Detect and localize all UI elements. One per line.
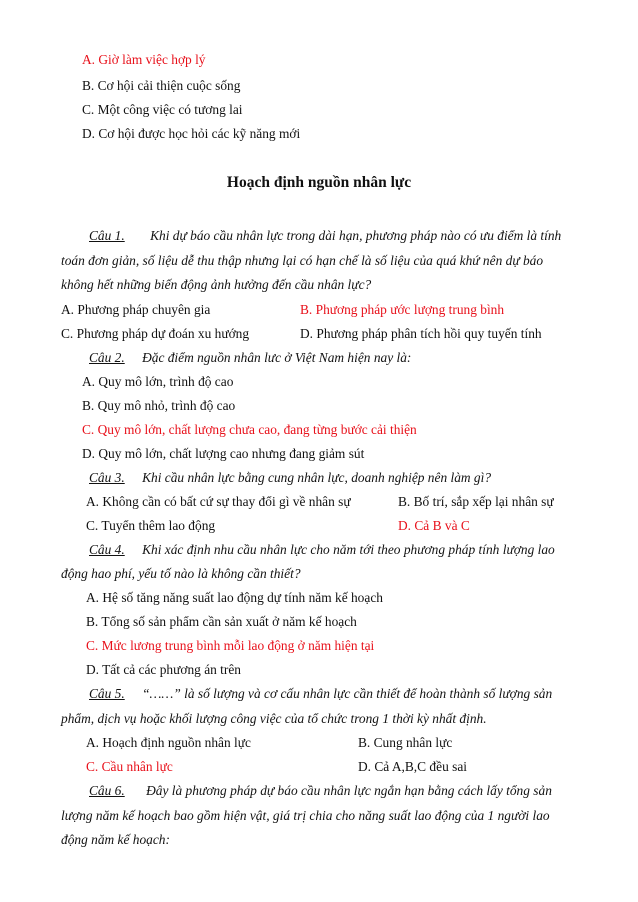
q2-option-d: D. Quy mô lớn, chất lượng cao nhưng đang giảm sút xyxy=(82,446,365,461)
question-1-text-line-3: không hết những biến động ảnh hưởng đến cầu nhân lực? xyxy=(61,277,372,292)
question-1-text-line-2: toán đơn giản, số liệu dễ thu thập nhưng lại có hạn chế là số liệu của quá khứ nên dự báo xyxy=(61,253,544,268)
question-3 xyxy=(89,470,491,486)
question-3-text: Khi cầu nhân lực bằng cung nhân lực, doanh nghiệp nên làm gì? xyxy=(142,470,492,485)
question-6-text-line-2: lượng năm kế hoạch bao gồm hiện vật, giá trị chia cho năng suất lao động của 1 người lao xyxy=(61,808,550,823)
question-4-label: Câu 4. xyxy=(89,542,125,557)
question-3-label: Câu 3. xyxy=(89,470,125,485)
q2-option-a: A. Quy mô lớn, trình độ cao xyxy=(82,374,234,389)
q4-option-a: A. Hệ số tăng năng suất lao động dự tính năm kế hoạch xyxy=(86,590,383,605)
question-2-label: Câu 2. xyxy=(89,350,125,365)
question-1 xyxy=(89,228,561,244)
question-6-text-line-3: động năm kế hoạch: xyxy=(61,832,170,847)
question-6 xyxy=(89,783,552,799)
q5-option-a: A. Hoạch định nguồn nhân lực xyxy=(86,735,251,750)
top-option-d: D. Cơ hội được học hỏi các kỹ năng mới xyxy=(82,126,301,141)
question-6-label: Câu 6. xyxy=(89,783,125,798)
q5-option-b: B. Cung nhân lực xyxy=(358,735,453,750)
q3-option-b: B. Bố trí, sắp xếp lại nhân sự xyxy=(398,494,554,509)
q4-option-d: D. Tất cả các phương án trên xyxy=(86,662,241,677)
question-2 xyxy=(89,350,411,366)
question-5 xyxy=(89,686,552,702)
question-5-text-line-1: “……” là số lượng và cơ cấu nhân lực cần thiết để hoàn thành số lượng sản xyxy=(142,686,553,701)
q3-option-d: D. Cả B và C xyxy=(398,518,470,533)
section-title: Hoạch định nguồn nhân lực xyxy=(226,174,412,191)
q3-option-a: A. Không cần có bất cứ sự thay đổi gì về nhân sự xyxy=(86,494,351,509)
top-option-c: C. Một công việc có tương lai xyxy=(82,102,243,117)
q5-option-d: D. Cả A,B,C đều sai xyxy=(358,759,467,774)
top-option-a: A. Giờ làm việc hợp lý xyxy=(82,52,206,67)
top-option-b: B. Cơ hội cải thiện cuộc sống xyxy=(82,78,241,93)
q3-option-c: C. Tuyển thêm lao động xyxy=(86,518,216,533)
question-4-text-line-1: Khi xác định nhu cầu nhân lực cho năm tới theo phương pháp tính lượng lao xyxy=(142,542,555,557)
question-2-text: Đặc điểm nguồn nhân lưc ở Việt Nam hiện nay là: xyxy=(142,350,412,365)
q2-option-c: C. Quy mô lớn, chất lượng chưa cao, đang từng bước cải thiện xyxy=(82,422,417,437)
q1-option-b: B. Phương pháp ước lượng trung bình xyxy=(300,302,505,317)
question-6-text-line-1: Đây là phương pháp dự báo cầu nhân lực ngắn hạn bằng cách lấy tổng sản xyxy=(146,783,552,798)
question-4 xyxy=(89,542,555,558)
q1-option-a: A. Phương pháp chuyên gia xyxy=(61,302,211,317)
question-1-text-line-1: Khi dự báo cầu nhân lực trong dài hạn, phương pháp nào có ưu điểm là tính xyxy=(150,228,562,243)
q4-option-b: B. Tổng số sản phẩm cần sản xuất ở năm kế hoạch xyxy=(86,614,357,629)
q1-option-c: C. Phương pháp dự đoán xu hướng xyxy=(61,326,250,341)
q2-option-b: B. Quy mô nhỏ, trình độ cao xyxy=(82,398,236,413)
q4-option-c: C. Mức lương trung bình mỗi lao động ở năm hiện tại xyxy=(86,638,375,653)
question-5-label: Câu 5. xyxy=(89,686,125,701)
q1-option-d: D. Phương pháp phân tích hồi quy tuyến tính xyxy=(300,326,542,341)
question-5-text-line-2: phẩm, dịch vụ hoặc khối lượng công việc của tổ chức trong 1 thời kỳ nhất định. xyxy=(61,711,487,726)
question-4-text-line-2: động hao phí, yếu tố nào là không cần thiết? xyxy=(61,566,301,581)
q5-option-c: C. Cầu nhân lực xyxy=(86,759,173,774)
question-1-label: Câu 1. xyxy=(89,228,125,243)
